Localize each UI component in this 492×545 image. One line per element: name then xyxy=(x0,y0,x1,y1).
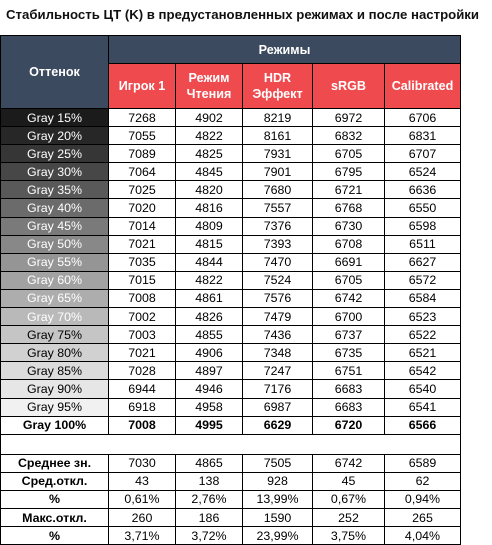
shade-column-header: Оттенок xyxy=(1,36,109,109)
value-cell: 6629 xyxy=(243,416,313,434)
value-cell: 6972 xyxy=(313,109,385,127)
stat-value-cell: 252 xyxy=(313,508,385,526)
separator-cell xyxy=(109,434,176,454)
value-cell: 6700 xyxy=(313,308,385,326)
value-cell: 7015 xyxy=(109,271,176,289)
value-cell: 6683 xyxy=(313,398,385,416)
stat-value-cell: 2,76% xyxy=(176,490,243,508)
value-cell: 7436 xyxy=(243,326,313,344)
value-cell: 6742 xyxy=(313,289,385,307)
value-cell: 6584 xyxy=(385,289,461,307)
value-cell: 4958 xyxy=(176,398,243,416)
color-temperature-table xyxy=(0,35,461,545)
value-cell: 7020 xyxy=(109,199,176,217)
table-row xyxy=(1,253,461,271)
value-cell: 6627 xyxy=(385,253,461,271)
table-row xyxy=(1,199,461,217)
stat-row xyxy=(1,490,461,508)
value-cell: 6795 xyxy=(313,163,385,181)
table-row xyxy=(1,235,461,253)
stat-row xyxy=(1,454,461,472)
shade-label-cell: Gray 45% xyxy=(1,217,109,235)
column-header-hdr: HDR Эффект xyxy=(243,64,313,109)
table-row xyxy=(1,127,461,145)
stat-value-cell: 138 xyxy=(176,472,243,490)
value-cell: 7055 xyxy=(109,127,176,145)
value-cell: 4902 xyxy=(176,109,243,127)
stat-value-cell: 3,72% xyxy=(176,527,243,545)
stat-value-cell: 928 xyxy=(243,472,313,490)
value-cell: 6705 xyxy=(313,145,385,163)
value-cell: 7028 xyxy=(109,362,176,380)
value-cell: 6987 xyxy=(243,398,313,416)
shade-label-cell: Gray 80% xyxy=(1,344,109,362)
table-row xyxy=(1,344,461,362)
table-row xyxy=(1,289,461,307)
shade-label-cell: Gray 25% xyxy=(1,145,109,163)
value-cell: 4995 xyxy=(176,416,243,434)
shade-label-cell: Gray 85% xyxy=(1,362,109,380)
value-cell: 6706 xyxy=(385,109,461,127)
value-cell: 6721 xyxy=(313,181,385,199)
shade-label-cell: Gray 35% xyxy=(1,181,109,199)
value-cell: 7479 xyxy=(243,308,313,326)
separator-cell xyxy=(176,434,243,454)
value-cell: 4845 xyxy=(176,163,243,181)
table-row xyxy=(1,416,461,434)
value-cell: 7348 xyxy=(243,344,313,362)
shade-label-cell: Gray 15% xyxy=(1,109,109,127)
shade-label-cell: Gray 95% xyxy=(1,398,109,416)
stat-value-cell: 3,71% xyxy=(109,527,176,545)
value-cell: 7008 xyxy=(109,416,176,434)
value-cell: 7021 xyxy=(109,235,176,253)
value-cell: 6636 xyxy=(385,181,461,199)
value-cell: 6550 xyxy=(385,199,461,217)
value-cell: 7176 xyxy=(243,380,313,398)
value-cell: 6737 xyxy=(313,326,385,344)
separator-cell xyxy=(385,434,461,454)
shade-label-cell: Gray 30% xyxy=(1,163,109,181)
value-cell: 6524 xyxy=(385,163,461,181)
stat-value-cell: 62 xyxy=(385,472,461,490)
table-row xyxy=(1,380,461,398)
stat-label-cell: Сред.откл. xyxy=(1,472,109,490)
separator-cell xyxy=(313,434,385,454)
stat-value-cell: 4,04% xyxy=(385,527,461,545)
table-row xyxy=(1,145,461,163)
stat-row xyxy=(1,527,461,545)
modes-group-header: Режимы xyxy=(109,36,461,64)
value-cell: 6707 xyxy=(385,145,461,163)
value-cell: 7576 xyxy=(243,289,313,307)
stat-label-cell: Среднее зн. xyxy=(1,454,109,472)
data-rows xyxy=(1,109,461,435)
value-cell: 7003 xyxy=(109,326,176,344)
stat-value-cell: 3,75% xyxy=(313,527,385,545)
value-cell: 7931 xyxy=(243,145,313,163)
value-cell: 6598 xyxy=(385,217,461,235)
value-cell: 7557 xyxy=(243,199,313,217)
value-cell: 6542 xyxy=(385,362,461,380)
value-cell: 6540 xyxy=(385,380,461,398)
table-row xyxy=(1,217,461,235)
value-cell: 4855 xyxy=(176,326,243,344)
value-cell: 4861 xyxy=(176,289,243,307)
value-cell: 7901 xyxy=(243,163,313,181)
value-cell: 7376 xyxy=(243,217,313,235)
shade-label-cell: Gray 70% xyxy=(1,308,109,326)
shade-label-cell: Gray 100% xyxy=(1,416,109,434)
value-cell: 6751 xyxy=(313,362,385,380)
value-cell: 6768 xyxy=(313,199,385,217)
shade-label-cell: Gray 50% xyxy=(1,235,109,253)
value-cell: 8161 xyxy=(243,127,313,145)
table-row xyxy=(1,163,461,181)
stat-value-cell: 45 xyxy=(313,472,385,490)
statistics-rows xyxy=(1,454,461,544)
value-cell: 6683 xyxy=(313,380,385,398)
stat-value-cell: 13,99% xyxy=(243,490,313,508)
shade-label-cell: Gray 40% xyxy=(1,199,109,217)
stat-value-cell: 7505 xyxy=(243,454,313,472)
shade-label-cell: Gray 60% xyxy=(1,271,109,289)
stat-label-cell: % xyxy=(1,527,109,545)
shade-label-cell: Gray 55% xyxy=(1,253,109,271)
value-cell: 4825 xyxy=(176,145,243,163)
stat-value-cell: 4865 xyxy=(176,454,243,472)
stat-row xyxy=(1,508,461,526)
value-cell: 7393 xyxy=(243,235,313,253)
value-cell: 4906 xyxy=(176,344,243,362)
shade-label-cell: Gray 75% xyxy=(1,326,109,344)
value-cell: 7014 xyxy=(109,217,176,235)
stat-value-cell: 260 xyxy=(109,508,176,526)
value-cell: 7021 xyxy=(109,344,176,362)
value-cell: 6831 xyxy=(385,127,461,145)
value-cell: 6730 xyxy=(313,217,385,235)
value-cell: 7035 xyxy=(109,253,176,271)
value-cell: 6735 xyxy=(313,344,385,362)
shade-label-cell: Gray 65% xyxy=(1,289,109,307)
table-row xyxy=(1,326,461,344)
value-cell: 6541 xyxy=(385,398,461,416)
shade-label-cell: Gray 90% xyxy=(1,380,109,398)
value-cell: 4946 xyxy=(176,380,243,398)
stat-value-cell: 186 xyxy=(176,508,243,526)
stat-value-cell: 23,99% xyxy=(243,527,313,545)
value-cell: 4844 xyxy=(176,253,243,271)
value-cell: 4809 xyxy=(176,217,243,235)
stat-value-cell: 43 xyxy=(109,472,176,490)
value-cell: 6944 xyxy=(109,380,176,398)
value-cell: 4820 xyxy=(176,181,243,199)
value-cell: 4815 xyxy=(176,235,243,253)
value-cell: 6705 xyxy=(313,271,385,289)
stat-value-cell: 6589 xyxy=(385,454,461,472)
value-cell: 4897 xyxy=(176,362,243,380)
value-cell: 7268 xyxy=(109,109,176,127)
stat-label-cell: Макс.откл. xyxy=(1,508,109,526)
value-cell: 6832 xyxy=(313,127,385,145)
value-cell: 6720 xyxy=(313,416,385,434)
stat-label-cell: % xyxy=(1,490,109,508)
value-cell: 4822 xyxy=(176,127,243,145)
value-cell: 7089 xyxy=(109,145,176,163)
value-cell: 7008 xyxy=(109,289,176,307)
value-cell: 6511 xyxy=(385,235,461,253)
value-cell: 6521 xyxy=(385,344,461,362)
value-cell: 7247 xyxy=(243,362,313,380)
separator-row xyxy=(1,434,461,454)
stat-value-cell: 6742 xyxy=(313,454,385,472)
value-cell: 7470 xyxy=(243,253,313,271)
column-header-reading: Режим Чтения xyxy=(176,64,243,109)
shade-label-cell: Gray 20% xyxy=(1,127,109,145)
separator-cell xyxy=(1,434,109,454)
value-cell: 6691 xyxy=(313,253,385,271)
value-cell: 6523 xyxy=(385,308,461,326)
stat-value-cell: 0,67% xyxy=(313,490,385,508)
value-cell: 4822 xyxy=(176,271,243,289)
value-cell: 7002 xyxy=(109,308,176,326)
table-row xyxy=(1,308,461,326)
column-header-player1: Игрок 1 xyxy=(109,64,176,109)
table-title: Стабильность ЦТ (K) в предустановленных режимах и после настройки xyxy=(6,7,480,22)
value-cell: 7680 xyxy=(243,181,313,199)
table-row xyxy=(1,398,461,416)
value-cell: 6918 xyxy=(109,398,176,416)
column-header-srgb: sRGB xyxy=(313,64,385,109)
stat-value-cell: 1590 xyxy=(243,508,313,526)
stat-row xyxy=(1,472,461,490)
stat-value-cell: 0,94% xyxy=(385,490,461,508)
value-cell: 4826 xyxy=(176,308,243,326)
value-cell: 4816 xyxy=(176,199,243,217)
stat-value-cell: 265 xyxy=(385,508,461,526)
stat-value-cell: 0,61% xyxy=(109,490,176,508)
value-cell: 7524 xyxy=(243,271,313,289)
table-row xyxy=(1,271,461,289)
value-cell: 6566 xyxy=(385,416,461,434)
separator-cell xyxy=(243,434,313,454)
column-header-calibrated: Calibrated xyxy=(385,64,461,109)
value-cell: 7064 xyxy=(109,163,176,181)
value-cell: 6572 xyxy=(385,271,461,289)
stat-value-cell: 7030 xyxy=(109,454,176,472)
table-row xyxy=(1,181,461,199)
value-cell: 7025 xyxy=(109,181,176,199)
table-row xyxy=(1,362,461,380)
value-cell: 6522 xyxy=(385,326,461,344)
table-row xyxy=(1,109,461,127)
value-cell: 6708 xyxy=(313,235,385,253)
value-cell: 8219 xyxy=(243,109,313,127)
